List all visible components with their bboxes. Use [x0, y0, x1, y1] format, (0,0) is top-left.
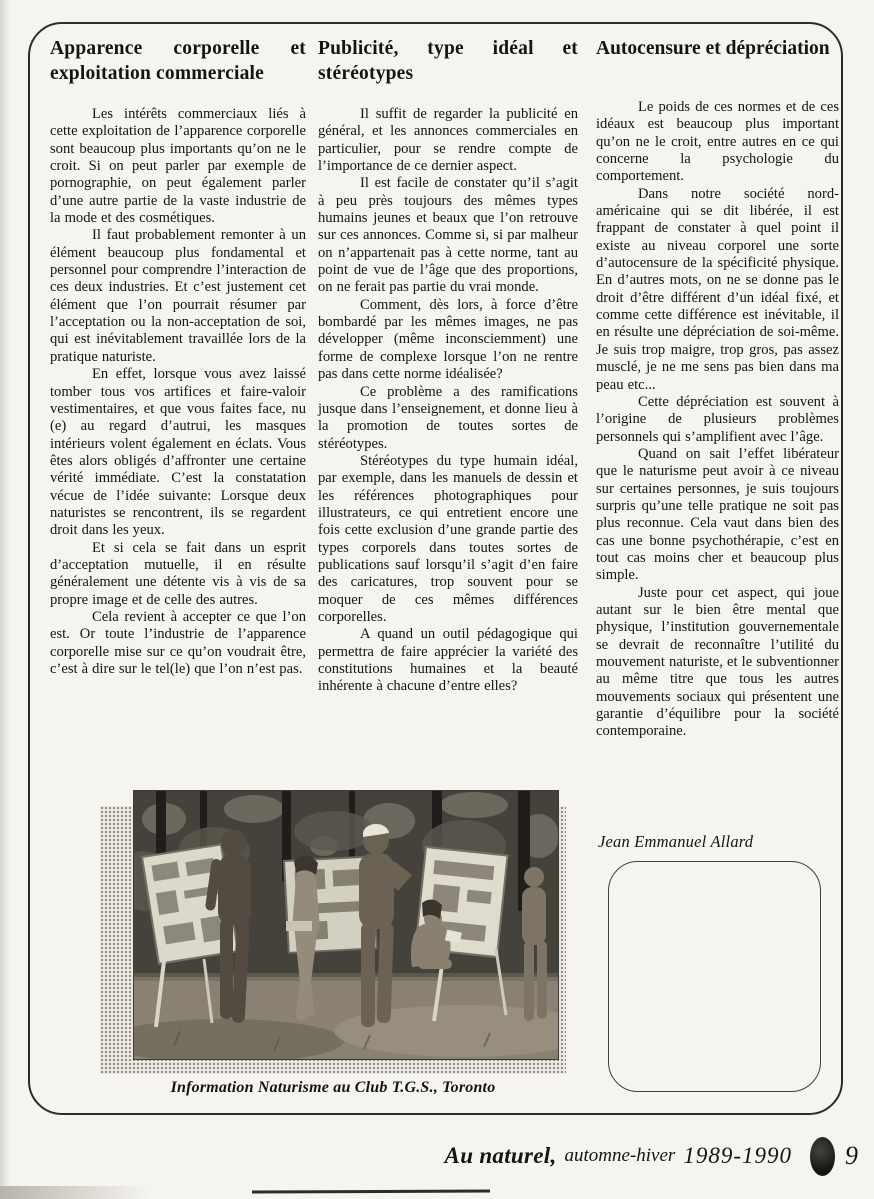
magazine-title: Au naturel, [444, 1143, 557, 1168]
footer-dot-icon [810, 1137, 835, 1176]
issue-years: 1989-1990 [683, 1143, 792, 1168]
body-paragraph: Stéréotypes du type humain idéal, par exemple, dans les manuels de dessin et les références photographiques pour illustrateurs, ce qui entretient encore une fois cette exclusion d’une grande partie des types corporels dans toutes sortes de publications sauf lorsqu’il s’agit d’en faire des caricatures, trop souvent pour se moquer de ces mêmes différences corporelles. [318, 452, 578, 625]
scan-artifact-line [252, 1189, 490, 1193]
body-paragraph: Et si cela se fait dans un esprit d’acceptation mutuelle, il en résulte généralement une détente vis à vis de sa propre image et de celle des autres. [50, 539, 306, 608]
body-paragraph: En effet, lorsque vous avez laissé tomber tous vos artifices et faire-valoir vestimentaires, et que vous faites face, nu (e) au regard d’autrui, les masques intérieurs volent également en éclats. Vous êtes alors obligés d’affronter une certaine vérité immédiate. C’est la constatation vécue de l’idée suivante: Lorsque deux naturistes se rencontrent, ils se regardent droit dans les yeux. [50, 366, 306, 539]
body-paragraph: Il faut probablement remonter à un élément beaucoup plus fondamental et personnel pour comprendre l’interaction de ces deux industries. Et c’est justement cet élément que l’on pourrait résumer par l’acceptation ou la non-acceptation de soi, qui est inévitablement travaillée lors de la pratique naturiste. [50, 227, 306, 365]
column-3-heading: Autocensure et dépréciation [596, 38, 830, 59]
body-paragraph: Il est facile de constater qu’il s’agit à peu près toujours des mêmes types humains jeunes et beaux que l’on retrouve sur ces annonces. Comme si, si par malheur on n’appartenait pas à cette norme, tant au point de vue de l’âge que des proportions, on ne ferait pas partie du vrai monde. [318, 175, 578, 296]
body-paragraph: Il suffit de regarder la publicité en général, et les annonces commerciales en particulier, pour se rendre compte de l’importance de ce dernier aspect. [318, 106, 578, 175]
empty-frame-box [608, 861, 821, 1092]
author-signature: Jean Emmanuel Allard [598, 832, 754, 851]
article-column-1 [50, 36, 306, 678]
scan-smudge [0, 1186, 150, 1199]
body-paragraph: Le poids de ces normes et de ces idéaux est beaucoup plus important qu’on ne le croit, entre autres en ce qui concerne la psychologie du comportement. [596, 99, 839, 185]
page-footer [380, 1133, 858, 1179]
body-paragraph: Cette dépréciation est souvent à l’origine de plusieurs problèmes personnels qui s’amplifient avec l’âge. [596, 393, 839, 445]
article-column-2 [318, 36, 578, 696]
column-2-heading: Publicité, type idéal et stéréotypes [318, 38, 578, 84]
scan-edge-shade [0, 0, 10, 1199]
naturist-event-photo [134, 791, 558, 1059]
page-number: 9 [845, 1141, 858, 1170]
body-paragraph: A quand un outil pédagogique qui permettra de faire apprécier la variété des constitutions humaines et la beauté inhérente à chacune d’entre elles? [318, 626, 578, 695]
body-paragraph: Comment, dès lors, à force d’être bombardé par les mêmes images, ne pas développer (même inconsciemment) une forme de complexe lorsque l’on ne rentre pas dans cette norme idéalisée? [318, 296, 578, 383]
photo-caption: Information Naturisme au Club T.G.S., Toronto [170, 1079, 496, 1096]
issue-label: automne-hiver [564, 1145, 676, 1166]
body-paragraph: Les intérêts commerciaux liés à cette exploitation de l’apparence corporelle sont beaucoup plus importants qu’on ne le croit. Si on peut parler par exemple de pornographie, on peut également parler d’une autre partie de la vaste industrie de la mode et des cosmétiques. [50, 106, 306, 227]
body-paragraph: Ce problème a des ramifications jusque dans l’enseignement, et donne lieu à la promotion de toutes sortes de stéréotypes. [318, 383, 578, 452]
body-paragraph: Quand on sait l’effet libérateur que le naturisme peut avoir à ce niveau sur certaines personnes, je suis toujours surpris qu’une telle pratique ne soit pas plus reconnue. Cela vaut dans bien des cas une bonne psychothérapie, c’est en tout cas moins cher et beaucoup plus simple. [596, 445, 839, 584]
body-paragraph: Cela revient à accepter ce que l’on est. Or toute l’industrie de l’apparence corporelle mise sur ce qu’on voudrait être, c’est à dire sur le tel(le) que l’on n’est pas. [50, 608, 306, 677]
column-1-heading: Apparence corporelle et exploitation commerciale [50, 38, 306, 84]
body-paragraph: Dans notre société nord-américaine qui se dit libérée, il est frappant de constater à quel point il existe au niveau corporel une sorte d’autocensure de la spécificité physique. En d’autres mots, on ne se donne pas le droit d’être différent d’un idéal fixé, et comme cette différence est inévitable, il en résulte une dépréciation de soi-même. Je suis trop maigre, trop gros, pas assez musclé, je ne me sens pas bien dans ma peau etc... [596, 185, 839, 393]
article-column-3 [596, 36, 839, 741]
body-paragraph: Juste pour cet aspect, qui joue autant sur le bien être mental que physique, l’institution gouvernementale se devrait de reconnaître l’utilité du mouvement naturiste, et le subventionner au même titre que tous les autres mouvements sociaux qui présentent une garantie d’équilibre pour la société contemporaine. [596, 584, 839, 740]
